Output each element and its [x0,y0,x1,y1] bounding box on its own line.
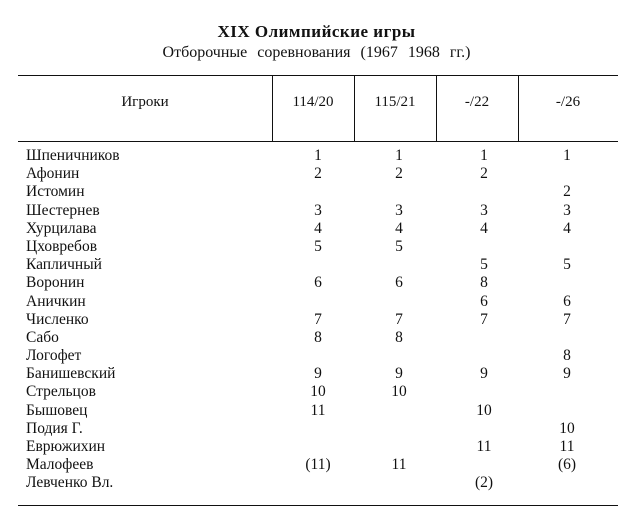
player-number-cell: 8 [480,274,488,292]
player-number-cell: 3 [563,201,571,219]
player-number-cell: 5 [480,256,488,274]
player-number-cell: 2 [314,165,322,183]
table-row [0,238,633,256]
table-row [0,165,633,183]
player-name: Капличный [26,256,102,274]
player-name: Цховребов [26,237,98,255]
table-row [0,220,633,238]
player-number-cell: 3 [314,201,322,219]
player-name: Истомин [26,183,85,201]
column-header-game-4: -/26 [555,94,581,110]
table-row [0,402,633,420]
column-header-players: Игроки [121,94,169,110]
player-number-cell: 10 [391,383,407,401]
player-name: Логофет [26,347,82,365]
player-number-cell: 11 [559,438,575,455]
player-number-cell: 11 [391,456,407,474]
table-row [0,365,633,383]
player-number-cell: 9 [480,365,488,383]
player-name: Численко [26,310,89,328]
player-number-cell: 4 [563,219,571,237]
player-name: Шестернев [26,201,100,219]
player-number-cell: (11) [305,456,331,474]
player-number-cell: 6 [480,292,488,310]
player-number-cell: 9 [395,365,403,383]
table-row [0,329,633,347]
player-name: Воронин [26,274,85,292]
table-row [0,438,633,456]
player-number-cell: 2 [563,183,571,201]
player-number-cell: 5 [314,237,322,255]
top-rule [18,75,618,76]
player-name: Сабо [26,328,59,346]
player-number-cell: 8 [563,347,571,365]
player-number-cell: 4 [395,219,403,237]
player-number-cell: 2 [395,165,403,183]
player-name: Шпеничников [26,147,120,164]
bottom-rule [18,505,618,506]
table-row [0,420,633,438]
table-row [0,202,633,220]
table-row [0,474,633,492]
player-name: Аничкин [26,292,86,310]
column-header-game-2: 115/21 [374,94,416,110]
player-number-cell: 10 [559,419,575,437]
table-row [0,347,633,365]
player-number-cell: 11 [310,401,326,419]
player-name: Малофеев [26,456,94,474]
column-header-game-3: -/22 [464,94,490,110]
player-number-cell: 11 [476,438,492,455]
player-number-cell: 9 [563,365,571,383]
player-number-cell: 3 [395,201,403,219]
column-header-game-1: 114/20 [292,94,334,110]
player-number-cell: 5 [563,256,571,274]
player-number-cell: 8 [395,328,403,346]
player-number-cell: 7 [395,310,403,328]
player-name: Еврюжихин [26,438,106,455]
table-row [0,147,633,165]
player-name: Афонин [26,165,80,183]
player-name: Стрельцов [26,383,96,401]
player-number-cell: 6 [395,274,403,292]
player-number-cell: 8 [314,328,322,346]
player-number-cell: 6 [314,274,322,292]
player-number-cell: 5 [395,237,403,255]
table-body [0,147,633,493]
player-number-cell: 1 [395,147,403,164]
player-name: Банишевский [26,365,116,383]
table-subtitle: Отборочные соревнования (1967 1968 гг.) [162,44,471,61]
player-number-cell: 1 [314,147,322,164]
table-row [0,274,633,292]
player-number-cell: 3 [480,201,488,219]
header-rule [18,141,618,142]
player-number-cell: 1 [563,147,571,164]
player-number-cell: 4 [314,219,322,237]
table-row [0,293,633,311]
table-row [0,456,633,474]
player-number-cell: 7 [480,310,488,328]
player-number-cell: 10 [476,401,492,419]
player-number-cell: 9 [314,365,322,383]
player-number-cell: (2) [474,474,494,492]
player-number-cell: 7 [314,310,322,328]
table-row [0,383,633,401]
player-name: Хурцилава [26,219,97,237]
player-number-cell: 2 [480,165,488,183]
player-number-cell: 7 [563,310,571,328]
player-number-cell: 6 [563,292,571,310]
player-name: Левченко Вл. [26,474,114,492]
player-name: Бышовец [26,401,88,419]
player-number-cell: 4 [480,219,488,237]
player-number-cell: 10 [310,383,326,401]
table-row [0,311,633,329]
table-row [0,183,633,201]
player-number-cell: 1 [480,147,488,164]
table-title: XIX Олимпийские игры [217,22,416,41]
player-name: Подия Г. [26,419,83,437]
player-number-cell: (6) [557,456,577,474]
table-row [0,256,633,274]
